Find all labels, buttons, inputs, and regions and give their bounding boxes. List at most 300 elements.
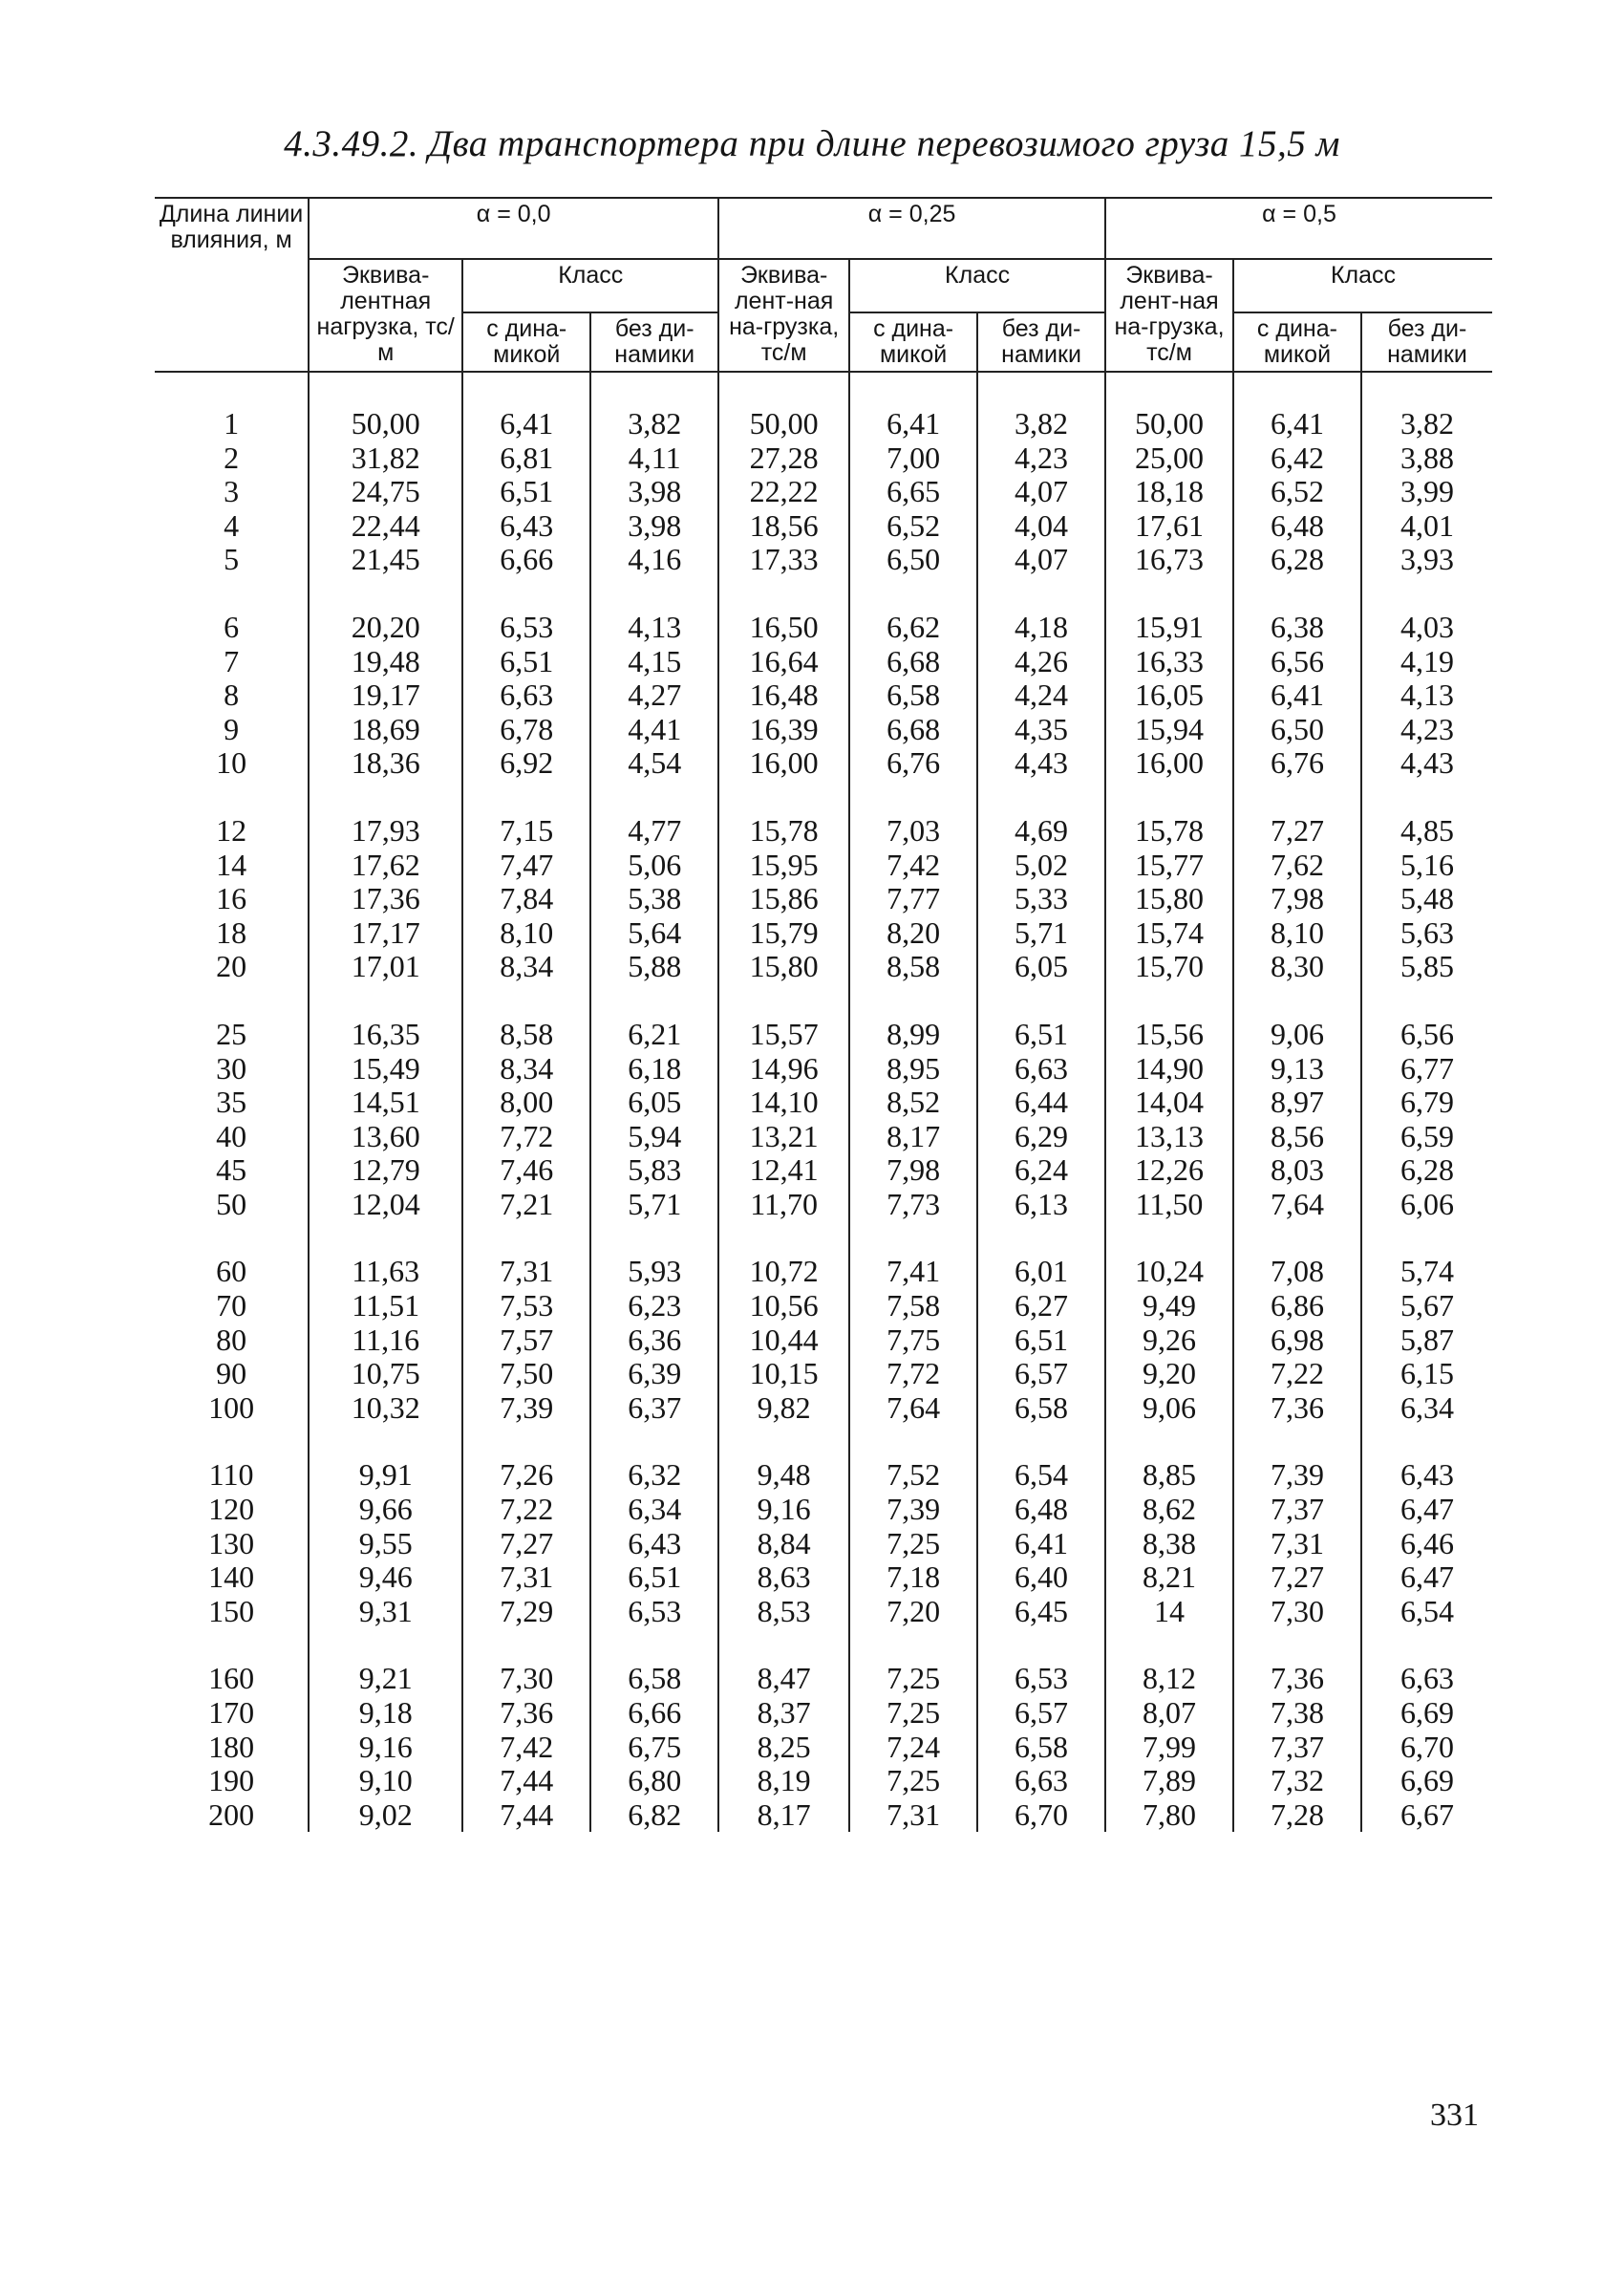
value-cell: 8,25: [718, 1731, 849, 1765]
value-cell: 6,38: [1233, 611, 1361, 645]
value-cell: 14,90: [1105, 1052, 1233, 1086]
value-cell: 50,00: [1105, 372, 1233, 441]
spacer-cell: [155, 577, 309, 611]
value-cell: 6,15: [1361, 1357, 1492, 1391]
value-cell: 7,73: [849, 1188, 977, 1222]
line-length-cell: 90: [216, 1356, 247, 1391]
value-cell: 7,44: [462, 1798, 590, 1833]
value-cell: 4,16: [590, 543, 718, 577]
value-cell: 9,46: [309, 1560, 462, 1595]
value-cell: 7,32: [1233, 1764, 1361, 1798]
value-cell: 4,11: [590, 441, 718, 476]
value-cell: 31,82: [309, 441, 462, 476]
value-cell: 7,57: [462, 1323, 590, 1358]
value-cell: 15,78: [718, 814, 849, 849]
value-cell: 18,69: [309, 713, 462, 747]
value-cell: 15,95: [718, 849, 849, 883]
spacer-cell: [1105, 1425, 1233, 1458]
group-spacer: [155, 984, 1492, 1018]
value-cell: 27,28: [718, 441, 849, 476]
value-cell: 6,53: [462, 611, 590, 645]
spacer-cell: [849, 984, 977, 1018]
table-body: [155, 372, 1492, 1832]
value-cell: 8,30: [1233, 950, 1361, 984]
value-cell: 6,68: [849, 713, 977, 747]
header-equiv-load: Эквива-лентная нагрузка, тс/м: [309, 259, 462, 372]
value-cell: 3,88: [1361, 441, 1492, 476]
value-cell: 14,10: [718, 1086, 849, 1120]
table-row: [155, 1458, 1492, 1493]
value-cell: 9,82: [718, 1391, 849, 1426]
value-cell: 6,78: [462, 713, 590, 747]
spacer-cell: [309, 1628, 462, 1662]
value-cell: 6,56: [1233, 645, 1361, 679]
value-cell: 13,13: [1105, 1120, 1233, 1154]
line-length-cell: 4: [224, 507, 240, 543]
table-row: [155, 1527, 1492, 1561]
spacer-cell: [590, 577, 718, 611]
header-class: Класс: [1233, 259, 1492, 312]
spacer-cell: [849, 577, 977, 611]
value-cell: 6,47: [1361, 1560, 1492, 1595]
value-cell: 6,27: [977, 1289, 1105, 1323]
value-cell: 5,74: [1361, 1255, 1492, 1289]
value-cell: 6,41: [1233, 372, 1361, 441]
header-alpha-025: α = 0,25: [718, 198, 1105, 259]
spacer-cell: [1233, 1425, 1361, 1458]
spacer-cell: [155, 1221, 309, 1255]
value-cell: 7,03: [849, 814, 977, 849]
spacer-cell: [718, 577, 849, 611]
spacer-cell: [977, 781, 1105, 814]
table-row: [155, 1188, 1492, 1222]
value-cell: 17,36: [309, 882, 462, 916]
header-equiv-load: Эквива-лент-ная на-грузка, тс/м: [718, 259, 849, 372]
header-without-dynamics: без ди-намики: [590, 312, 718, 372]
value-cell: 7,64: [1233, 1188, 1361, 1222]
group-spacer: [155, 577, 1492, 611]
line-length-cell: 3: [224, 474, 240, 509]
value-cell: 4,69: [977, 814, 1105, 849]
value-cell: 8,20: [849, 916, 977, 951]
value-cell: 6,29: [977, 1120, 1105, 1154]
value-cell: 15,79: [718, 916, 849, 951]
value-cell: 6,70: [977, 1798, 1105, 1833]
spacer-cell: [590, 984, 718, 1018]
value-cell: 6,82: [590, 1798, 718, 1833]
value-cell: 6,41: [462, 372, 590, 441]
value-cell: 5,16: [1361, 849, 1492, 883]
value-cell: 8,63: [718, 1560, 849, 1595]
line-length-cell: 1: [224, 406, 240, 441]
line-length-cell: 14: [216, 847, 247, 882]
value-cell: 9,48: [718, 1458, 849, 1493]
value-cell: 6,48: [977, 1493, 1105, 1527]
value-cell: 8,58: [849, 950, 977, 984]
spacer-cell: [1105, 1628, 1233, 1662]
value-cell: 6,58: [977, 1731, 1105, 1765]
line-length-cell: 7: [224, 643, 240, 678]
value-cell: 6,70: [1361, 1731, 1492, 1765]
value-cell: 7,08: [1233, 1255, 1361, 1289]
value-cell: 6,50: [1233, 713, 1361, 747]
value-cell: 8,38: [1105, 1527, 1233, 1561]
value-cell: 15,77: [1105, 849, 1233, 883]
value-cell: 14: [1105, 1595, 1233, 1629]
value-cell: 7,29: [462, 1595, 590, 1629]
value-cell: 4,04: [977, 509, 1105, 544]
value-cell: 6,57: [977, 1357, 1105, 1391]
header-with-dynamics: с дина-микой: [849, 312, 977, 372]
spacer-cell: [718, 1425, 849, 1458]
value-cell: 7,22: [1233, 1357, 1361, 1391]
value-cell: 18,36: [309, 746, 462, 781]
value-cell: 7,31: [849, 1798, 977, 1833]
value-cell: 6,13: [977, 1188, 1105, 1222]
value-cell: 8,12: [1105, 1662, 1233, 1696]
value-cell: 6,21: [590, 1018, 718, 1052]
value-cell: 6,57: [977, 1696, 1105, 1731]
value-cell: 7,25: [849, 1527, 977, 1561]
value-cell: 11,51: [309, 1289, 462, 1323]
line-length-cell: 70: [216, 1288, 247, 1323]
value-cell: 14,96: [718, 1052, 849, 1086]
value-cell: 4,07: [977, 543, 1105, 577]
table-row: [155, 849, 1492, 883]
spacer-cell: [849, 1425, 977, 1458]
value-cell: 7,98: [849, 1153, 977, 1188]
value-cell: 7,47: [462, 849, 590, 883]
value-cell: 6,62: [849, 611, 977, 645]
value-cell: 24,75: [309, 475, 462, 509]
value-cell: 9,10: [309, 1764, 462, 1798]
value-cell: 9,49: [1105, 1289, 1233, 1323]
value-cell: 10,72: [718, 1255, 849, 1289]
value-cell: 4,43: [1361, 746, 1492, 781]
value-cell: 14,04: [1105, 1086, 1233, 1120]
spacer-cell: [155, 1425, 309, 1458]
spacer-cell: [462, 781, 590, 814]
value-cell: 4,13: [590, 611, 718, 645]
value-cell: 4,03: [1361, 611, 1492, 645]
value-cell: 5,71: [590, 1188, 718, 1222]
value-cell: 4,07: [977, 475, 1105, 509]
spacer-cell: [155, 781, 309, 814]
value-cell: 6,37: [590, 1391, 718, 1426]
value-cell: 17,61: [1105, 509, 1233, 544]
table-row: [155, 1560, 1492, 1595]
group-spacer: [155, 781, 1492, 814]
value-cell: 21,45: [309, 543, 462, 577]
table-row: [155, 1662, 1492, 1696]
spacer-cell: [590, 1425, 718, 1458]
value-cell: 16,48: [718, 678, 849, 713]
header-class: Класс: [849, 259, 1105, 312]
value-cell: 19,17: [309, 678, 462, 713]
value-cell: 9,06: [1105, 1391, 1233, 1426]
value-cell: 10,15: [718, 1357, 849, 1391]
value-cell: 15,57: [718, 1018, 849, 1052]
value-cell: 4,23: [1361, 713, 1492, 747]
value-cell: 6,63: [977, 1052, 1105, 1086]
table-row: [155, 372, 1492, 441]
value-cell: 6,05: [590, 1086, 718, 1120]
value-cell: 11,70: [718, 1188, 849, 1222]
value-cell: 5,63: [1361, 916, 1492, 951]
value-cell: 8,34: [462, 1052, 590, 1086]
value-cell: 9,91: [309, 1458, 462, 1493]
value-cell: 7,42: [462, 1731, 590, 1765]
line-length-cell: 18: [216, 914, 247, 950]
table-row: [155, 916, 1492, 951]
page-number: 331: [1430, 2097, 1479, 2133]
value-cell: 6,69: [1361, 1764, 1492, 1798]
line-length-cell: 190: [208, 1763, 255, 1798]
value-cell: 18,18: [1105, 475, 1233, 509]
value-cell: 6,28: [1233, 543, 1361, 577]
value-cell: 6,47: [1361, 1493, 1492, 1527]
value-cell: 6,45: [977, 1595, 1105, 1629]
spacer-cell: [1361, 577, 1492, 611]
line-length-cell: 6: [224, 609, 240, 644]
spacer-cell: [977, 1221, 1105, 1255]
value-cell: 5,02: [977, 849, 1105, 883]
value-cell: 7,39: [849, 1493, 977, 1527]
value-cell: 8,62: [1105, 1493, 1233, 1527]
value-cell: 12,41: [718, 1153, 849, 1188]
value-cell: 6,44: [977, 1086, 1105, 1120]
line-length-cell: 80: [216, 1322, 247, 1357]
value-cell: 6,24: [977, 1153, 1105, 1188]
value-cell: 16,00: [1105, 746, 1233, 781]
value-cell: 4,77: [590, 814, 718, 849]
value-cell: 5,33: [977, 882, 1105, 916]
table-row: [155, 645, 1492, 679]
value-cell: 5,71: [977, 916, 1105, 951]
value-cell: 8,47: [718, 1662, 849, 1696]
value-cell: 15,49: [309, 1052, 462, 1086]
value-cell: 12,79: [309, 1153, 462, 1188]
value-cell: 6,63: [977, 1764, 1105, 1798]
spacer-cell: [590, 1221, 718, 1255]
value-cell: 16,39: [718, 713, 849, 747]
value-cell: 9,20: [1105, 1357, 1233, 1391]
line-length-cell: 160: [208, 1661, 255, 1696]
value-cell: 16,64: [718, 645, 849, 679]
value-cell: 8,85: [1105, 1458, 1233, 1493]
value-cell: 4,54: [590, 746, 718, 781]
table-row: [155, 1493, 1492, 1527]
value-cell: 5,67: [1361, 1289, 1492, 1323]
spacer-cell: [462, 577, 590, 611]
value-cell: 6,34: [590, 1493, 718, 1527]
line-length-cell: 10: [216, 745, 247, 781]
value-cell: 5,48: [1361, 882, 1492, 916]
value-cell: 6,39: [590, 1357, 718, 1391]
table-row: [155, 814, 1492, 849]
value-cell: 8,97: [1233, 1086, 1361, 1120]
header-with-dynamics: с дина-микой: [1233, 312, 1361, 372]
spacer-cell: [1105, 781, 1233, 814]
value-cell: 17,93: [309, 814, 462, 849]
group-spacer: [155, 1425, 1492, 1458]
value-cell: 7,84: [462, 882, 590, 916]
line-length-cell: 150: [208, 1593, 255, 1628]
value-cell: 15,80: [718, 950, 849, 984]
header-without-dynamics: без ди-намики: [977, 312, 1105, 372]
value-cell: 6,63: [1361, 1662, 1492, 1696]
value-cell: 7,75: [849, 1323, 977, 1358]
spacer-cell: [309, 1425, 462, 1458]
value-cell: 3,82: [1361, 372, 1492, 441]
spacer-cell: [849, 781, 977, 814]
table-row: [155, 746, 1492, 781]
spacer-cell: [977, 1628, 1105, 1662]
value-cell: 15,91: [1105, 611, 1233, 645]
value-cell: 6,79: [1361, 1086, 1492, 1120]
value-cell: 6,41: [977, 1527, 1105, 1561]
spacer-cell: [1233, 1628, 1361, 1662]
value-cell: 7,25: [849, 1662, 977, 1696]
value-cell: 9,66: [309, 1493, 462, 1527]
line-length-cell: 25: [216, 1016, 247, 1051]
line-length-cell: 35: [216, 1085, 247, 1120]
value-cell: 6,34: [1361, 1391, 1492, 1426]
value-cell: 3,98: [590, 475, 718, 509]
value-cell: 6,63: [462, 678, 590, 713]
table-row: [155, 475, 1492, 509]
value-cell: 7,25: [849, 1696, 977, 1731]
value-cell: 8,56: [1233, 1120, 1361, 1154]
line-length-cell: 110: [208, 1457, 254, 1493]
value-cell: 25,00: [1105, 441, 1233, 476]
value-cell: 6,41: [849, 372, 977, 441]
header-alpha-0: α = 0,0: [309, 198, 718, 259]
value-cell: 8,03: [1233, 1153, 1361, 1188]
line-length-cell: 9: [224, 711, 240, 746]
spacer-cell: [718, 781, 849, 814]
value-cell: 18,56: [718, 509, 849, 544]
table-row: [155, 1153, 1492, 1188]
spacer-cell: [1361, 1425, 1492, 1458]
value-cell: 14,51: [309, 1086, 462, 1120]
table-row: [155, 1595, 1492, 1629]
spacer-cell: [977, 577, 1105, 611]
value-cell: 8,53: [718, 1595, 849, 1629]
value-cell: 7,89: [1105, 1764, 1233, 1798]
value-cell: 6,58: [849, 678, 977, 713]
value-cell: 7,39: [462, 1391, 590, 1426]
value-cell: 50,00: [718, 372, 849, 441]
value-cell: 6,43: [590, 1527, 718, 1561]
value-cell: 6,41: [1233, 678, 1361, 713]
value-cell: 8,58: [462, 1018, 590, 1052]
line-length-cell: 16: [216, 881, 247, 916]
value-cell: 6,51: [977, 1018, 1105, 1052]
value-cell: 7,36: [462, 1696, 590, 1731]
value-cell: 5,64: [590, 916, 718, 951]
value-cell: 9,26: [1105, 1323, 1233, 1358]
value-cell: 8,34: [462, 950, 590, 984]
value-cell: 6,46: [1361, 1527, 1492, 1561]
value-cell: 7,24: [849, 1731, 977, 1765]
value-cell: 8,95: [849, 1052, 977, 1086]
value-cell: 7,27: [1233, 814, 1361, 849]
value-cell: 7,64: [849, 1391, 977, 1426]
header-with-dynamics: с дина-микой: [462, 312, 590, 372]
value-cell: 6,58: [977, 1391, 1105, 1426]
value-cell: 4,27: [590, 678, 718, 713]
value-cell: 17,17: [309, 916, 462, 951]
table-row: [155, 611, 1492, 645]
value-cell: 10,44: [718, 1323, 849, 1358]
spacer-cell: [462, 1628, 590, 1662]
value-cell: 6,05: [977, 950, 1105, 984]
value-cell: 11,16: [309, 1323, 462, 1358]
group-spacer: [155, 1221, 1492, 1255]
value-cell: 5,06: [590, 849, 718, 883]
value-cell: 6,51: [590, 1560, 718, 1595]
value-cell: 6,43: [1361, 1458, 1492, 1493]
spacer-cell: [309, 577, 462, 611]
value-cell: 6,69: [1361, 1696, 1492, 1731]
table-row: [155, 713, 1492, 747]
value-cell: 6,77: [1361, 1052, 1492, 1086]
spacer-cell: [462, 1221, 590, 1255]
value-cell: 7,36: [1233, 1391, 1361, 1426]
value-cell: 7,22: [462, 1493, 590, 1527]
line-length-cell: 40: [216, 1118, 247, 1153]
spacer-cell: [462, 1425, 590, 1458]
line-length-cell: 5: [224, 542, 240, 577]
value-cell: 5,94: [590, 1120, 718, 1154]
value-cell: 6,36: [590, 1323, 718, 1358]
value-cell: 50,00: [309, 372, 462, 441]
spacer-cell: [718, 984, 849, 1018]
table-row: [155, 1731, 1492, 1765]
value-cell: 6,43: [462, 509, 590, 544]
value-cell: 7,72: [462, 1120, 590, 1154]
value-cell: 22,22: [718, 475, 849, 509]
value-cell: 6,81: [462, 441, 590, 476]
value-cell: 15,70: [1105, 950, 1233, 984]
value-cell: 6,56: [1361, 1018, 1492, 1052]
value-cell: 8,07: [1105, 1696, 1233, 1731]
value-cell: 6,42: [1233, 441, 1361, 476]
spacer-cell: [1233, 781, 1361, 814]
value-cell: 8,84: [718, 1527, 849, 1561]
value-cell: 6,65: [849, 475, 977, 509]
value-cell: 9,13: [1233, 1052, 1361, 1086]
value-cell: 8,37: [718, 1696, 849, 1731]
value-cell: 6,76: [849, 746, 977, 781]
header-class: Класс: [462, 259, 718, 312]
header-equiv-load: Эквива-лент-ная на-грузка, тс/м: [1105, 259, 1233, 372]
value-cell: 6,53: [977, 1662, 1105, 1696]
value-cell: 7,20: [849, 1595, 977, 1629]
value-cell: 8,19: [718, 1764, 849, 1798]
line-length-cell: 8: [224, 678, 240, 713]
value-cell: 4,13: [1361, 678, 1492, 713]
value-cell: 6,75: [590, 1731, 718, 1765]
spacer-cell: [1105, 577, 1233, 611]
line-length-cell: 130: [208, 1525, 255, 1560]
value-cell: 16,00: [718, 746, 849, 781]
value-cell: 7,36: [1233, 1662, 1361, 1696]
value-cell: 13,21: [718, 1120, 849, 1154]
value-cell: 15,78: [1105, 814, 1233, 849]
value-cell: 17,33: [718, 543, 849, 577]
